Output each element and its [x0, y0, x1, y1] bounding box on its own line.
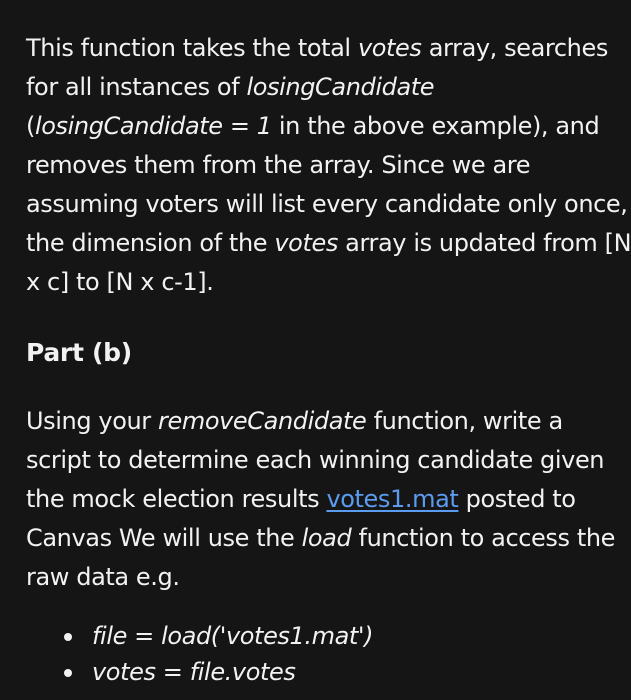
text-run: Using your [26, 407, 159, 435]
text-line [26, 29, 631, 68]
code-term-remove-candidate: removeCandidate [158, 407, 367, 435]
text-line [26, 480, 615, 519]
text-line [26, 146, 631, 185]
paragraph-function-description [26, 29, 631, 302]
text-run: array, searches [421, 34, 608, 62]
code-example-list [26, 618, 373, 690]
code-term-load: load [301, 524, 352, 552]
text-run: in the above example), and [271, 112, 600, 140]
text-run: This function takes the total [26, 34, 358, 62]
text-line [26, 185, 631, 224]
text-run: the mock election results [26, 485, 327, 513]
text-run: the dimension of the [26, 229, 275, 257]
code-line: file = load('votes1.mat') [92, 622, 374, 650]
text-line [26, 441, 615, 480]
text-line [26, 107, 631, 146]
text-run: array is updated from [N [337, 229, 631, 257]
text-run: x c] to [N x c-1]. [26, 268, 214, 296]
votes1-mat-link[interactable]: votes1.mat [326, 485, 459, 513]
text-run: script to determine each winning candidate given [26, 446, 605, 474]
text-run: assuming voters will list every candidate only once, [26, 190, 628, 218]
code-term-losing-candidate-example: losingCandidate = 1 [34, 112, 272, 140]
code-term-votes: votes [357, 34, 422, 62]
paragraph-instructions [26, 402, 615, 597]
code-line: votes = file.votes [92, 658, 296, 686]
text-line [26, 402, 615, 441]
text-run: for all instances of [26, 73, 247, 101]
section-heading-part-b: Part (b) [26, 338, 132, 367]
text-run: function, write a [366, 407, 563, 435]
list-item [26, 654, 373, 690]
text-run: posted to [458, 485, 576, 513]
text-line [26, 519, 615, 558]
text-line [26, 263, 631, 302]
text-line [26, 68, 631, 107]
code-term-votes: votes [274, 229, 338, 257]
text-run: Canvas We will use the [26, 524, 302, 552]
code-term-losing-candidate: losingCandidate [246, 73, 435, 101]
text-run: ( [26, 112, 35, 140]
text-line [26, 558, 615, 597]
text-run: removes them from the array. Since we are [26, 151, 531, 179]
text-run: function to access the [351, 524, 616, 552]
bullet-icon [64, 669, 72, 677]
bullet-icon [64, 633, 72, 641]
text-line [26, 224, 631, 263]
list-item [26, 618, 373, 654]
text-run: raw data e.g. [26, 563, 180, 591]
